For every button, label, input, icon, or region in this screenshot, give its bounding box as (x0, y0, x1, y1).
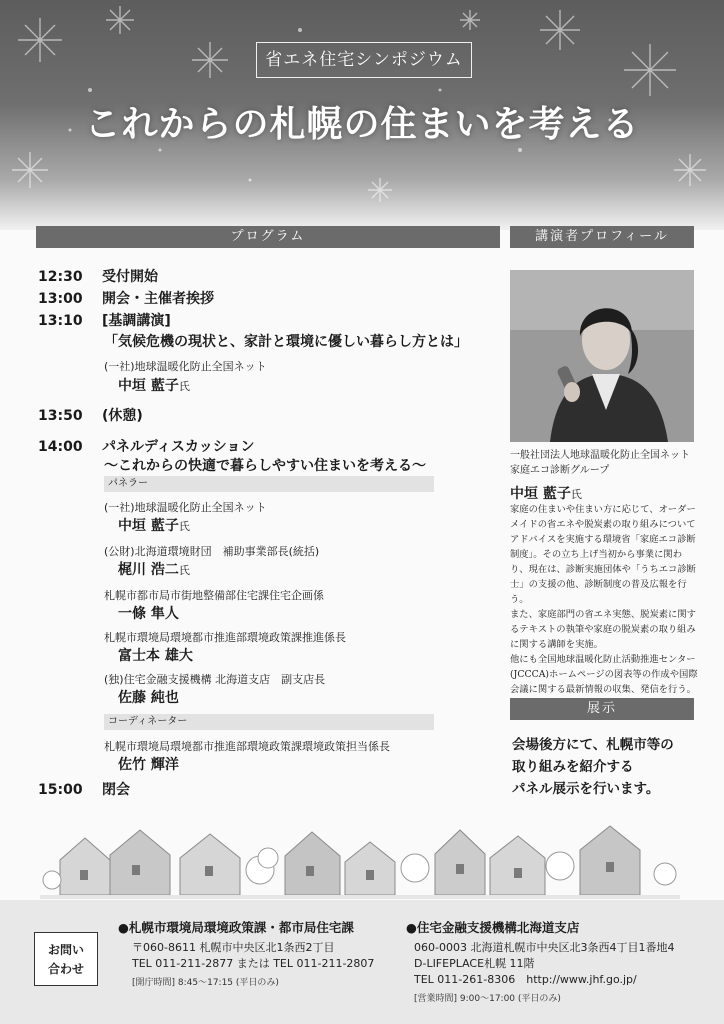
panelist-org: (公財)北海道環境財団 補助事業部長(統括) (104, 545, 320, 558)
keynote-org: (一社)地球温暖化防止全国ネット (104, 360, 267, 373)
panelist-org: 札幌市環境局環境都市推進部環境政策課推進係長 (104, 631, 346, 644)
exhibit-heading: 展示 (510, 698, 694, 720)
profile-bio: 家庭の住まいや住まい方に応じて、オーダーメイドの省エネや脱炭素の取り組みについてアドバイスを実施する環境省「家庭エコ診断制度」。その立ち上げ当初から事業に関わり、現在は、診断実施団体や「うちエコ診断士」の支援の他、診断制度の普及広報を行う。 また、家庭部門の省エネ実態、脱炭素に関するテキストの執筆や家庭の脱炭素の取り組みに関する講師を実施。 他にも全国地球温暖化防止活動推進センター(JCCCA)ホームページの図表等の作成や国際会議に関する最新情報の収集、発信を行う。 (510, 504, 698, 695)
program-row (38, 436, 254, 456)
panelist-org: (独)住宅金融支援機構 北海道支店 副支店長 (104, 673, 326, 686)
profile-name: 中垣 藍子氏 (510, 486, 582, 502)
right-contact-tel: TEL 011-261-8306 http://www.jhf.go.jp/ (414, 973, 637, 986)
houses-illustration (40, 800, 680, 900)
coordinator-org: 札幌市環境局環境都市推進部環境政策課環境政策担当係長 (104, 740, 390, 753)
panelists-label: パネラー (104, 476, 434, 492)
symposium-subtitle: 省エネ住宅シンポジウム (256, 42, 472, 78)
panelist-name: 梶川 浩二氏 (118, 562, 190, 578)
program-row (38, 288, 214, 308)
profile-heading: 講演者プロフィール (510, 226, 694, 248)
panel-subtitle: 〜これからの快適で暮らしやすい住まいを考える〜 (104, 458, 426, 474)
exhibit-description: 会場後方にて、札幌市等の 取り組みを紹介する パネル展示を行います。 (512, 737, 674, 797)
program-row (38, 779, 130, 799)
profile-org: 一般社団法人地球温暖化防止全国ネット 家庭エコ診断グループ (510, 450, 690, 476)
program-time: 13:00 (38, 291, 83, 307)
right-contact-hours: [営業時間] 9:00〜17:00 (平日のみ) (414, 994, 561, 1004)
program-label: (休憩) (102, 408, 143, 424)
right-contact-address1: 060-0003 北海道札幌市中央区北3条西4丁目1番地4 (414, 941, 675, 954)
honorific: 氏 (178, 380, 190, 393)
program-time: 13:10 (38, 313, 83, 329)
panelist-name: 中垣 藍子氏 (118, 518, 190, 534)
left-contact-tel: TEL 011-211-2877 または TEL 011-211-2807 (132, 957, 375, 970)
program-row (38, 310, 171, 330)
coordinator-label: コーディネーター (104, 714, 434, 730)
right-contact-dept: ●住宅金融支援機構北海道支店 (406, 920, 580, 935)
program-label: 開会・主催者挨拶 (102, 291, 214, 307)
coordinator-name: 佐竹 輝洋 (118, 757, 179, 773)
speaker-name: 中垣 藍子 (118, 378, 179, 394)
left-contact-hours: [開庁時間] 8:45〜17:15 (平日のみ) (132, 978, 279, 988)
contact-label: お問い 合わせ (34, 932, 98, 986)
left-contact-dept: ●札幌市環境局環境政策課・都市局住宅課 (118, 920, 354, 935)
panelist-name: 佐藤 純也 (118, 690, 179, 706)
program-row (38, 266, 158, 286)
program-heading: プログラム (36, 226, 500, 248)
panelist-name: 富士本 雄大 (118, 648, 193, 664)
panelist-org: 札幌市都市局市街地整備部住宅課住宅企画係 (104, 589, 324, 602)
program-time: 13:50 (38, 408, 83, 424)
program-label: 閉会 (102, 782, 130, 798)
program-label: [基調講演] (102, 313, 171, 329)
right-contact-address2: D-LIFEPLACE札幌 11階 (414, 957, 535, 970)
program-time: 14:00 (38, 439, 83, 455)
program-label: パネルディスカッション (102, 439, 255, 455)
header-banner (0, 0, 724, 230)
program-label: 受付開始 (102, 269, 158, 285)
panelist-org: (一社)地球温暖化防止全国ネット (104, 501, 267, 514)
keynote-speaker (118, 375, 190, 395)
program-time: 12:30 (38, 269, 83, 285)
page-title: これからの札幌の住まいを考える (84, 104, 640, 145)
program-row (38, 405, 143, 425)
program-time: 15:00 (38, 782, 83, 798)
panelist-name: 一條 隼人 (118, 606, 179, 622)
left-contact-address: 〒060-8611 札幌市中央区北1条西2丁目 (132, 941, 335, 954)
speaker-photo (510, 270, 694, 442)
keynote-title: 「気候危機の現状と、家計と環境に優しい暮らし方とは」 (104, 334, 468, 350)
